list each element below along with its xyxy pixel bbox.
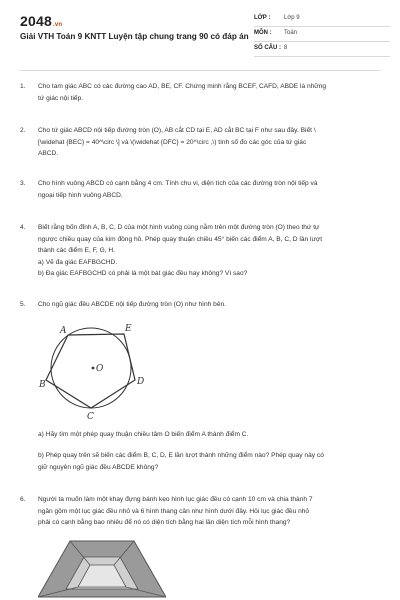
question-number: 6.: [20, 496, 26, 503]
question-5-part-b: [20, 450, 384, 473]
header: [0, 0, 400, 66]
question-6: [20, 494, 384, 529]
pentagon-figure: [36, 322, 146, 422]
question-4: [20, 222, 384, 280]
header-divider: [20, 70, 380, 71]
circumscribed-circle: [51, 328, 131, 408]
vertex-label-c: C: [87, 412, 94, 422]
question-text-line: giữ nguyên ngũ giác đều ABCDE không?: [38, 463, 159, 471]
vertex-label-e: E: [125, 324, 132, 334]
hexagon-tray-figure: [38, 537, 166, 600]
question-text-line: Người ta muốn làm một khay đựng bánh kẹo hình lục giác đều có cạnh 10 cm và chia thành 7: [38, 496, 313, 503]
question-2: [20, 125, 384, 160]
pentagon-shape: [46, 334, 135, 408]
question-text-line: Cho tam giác ABC có các đường cao AD, BE, CF. Chứng minh rằng BCEF, CAFD, ABDE là những: [38, 83, 327, 90]
question-number: 4.: [20, 224, 26, 231]
question-text-line: b) Phép quay trên sẽ biến các điểm B, C, D, E lần lượt thành những điểm nào? Phép quay này có: [38, 452, 324, 459]
question-3: [20, 178, 384, 201]
logo-suffix: .vn: [52, 22, 63, 28]
question-text-line: phải có cạnh bằng bao nhiêu để nó có diện tích bằng hai lần diện tích mỗi hình thang?: [38, 519, 291, 526]
logo-text: 2048: [20, 13, 52, 29]
question-text-line: tứ giác nội tiếp.: [38, 94, 84, 102]
vertex-label-b: B: [39, 380, 46, 390]
center-label-o: O: [96, 364, 104, 374]
question-text-line: Cho tứ giác ABCD nội tiếp đường tròn (O), AB cắt CD tại E, AD cắt BC tại F như sau đây. Biết \: [38, 127, 316, 134]
meta-value-class: Lớp 9: [284, 15, 300, 21]
meta-label-question-count: SỐ CÂU :: [254, 45, 281, 51]
meta-row-question-count: [254, 42, 390, 57]
question-text-line: ngăn gồm một lục giác đều nhỏ và 6 hình thang cân như hình dưới đây. Hỏi lục giác đều nhỏ: [38, 507, 310, 515]
meta-info: [254, 12, 390, 57]
question-text-line: b) Đa giác EAFBGCHD có phải là một bát giác đều hay không? Vì sao?: [38, 270, 248, 277]
meta-label-subject: MÔN :: [254, 30, 272, 36]
meta-value-question-count: 8: [284, 45, 288, 51]
question-text-line: Cho hình vuông ABCD có cạnh bằng 4 cm. Tính chu vi, diện tích của các đường tròn nội tiếp và: [38, 180, 318, 187]
vertex-label-d: D: [137, 377, 145, 387]
question-text-line: a) Hãy tìm một phép quay thuận chiều tâm O biến điểm A thành điểm C.: [38, 431, 249, 438]
question-1: [20, 81, 384, 104]
question-5: [20, 299, 384, 311]
question-text-line: [\widehat {BEC} = 40^\circ \] và \(\widehat {DFC} = 20^\circ ,\) tính số đo các góc của tứ giác: [38, 138, 307, 146]
site-logo[interactable]: [20, 13, 62, 29]
document-title: Giải VTH Toán 9 KNTT Luyện tập chung trang 90 có đáp án: [20, 32, 249, 41]
question-text-line: ngoại tiếp hình vuông ABCD.: [38, 191, 123, 199]
meta-row-class: [254, 12, 390, 27]
question-text-line: ABCD.: [38, 150, 59, 157]
question-text-line: thành các điểm E, F, G, H.: [38, 247, 115, 254]
meta-row-subject: [254, 27, 390, 42]
question-text-line: Cho ngũ giác đều ABCDE nội tiếp đường tròn (O) như hình bên.: [38, 301, 226, 308]
question-number: 3.: [20, 180, 26, 187]
question-number: 5.: [20, 301, 26, 308]
meta-label-class: LỚP :: [254, 15, 271, 21]
question-5-part-a: [20, 429, 384, 441]
center-point: [92, 367, 95, 370]
vertex-label-a: A: [60, 326, 67, 336]
question-text-line: Biết rằng bốn đỉnh A, B, C, D của một hình vuông cùng nằm trên một đường tròn (O) theo thứ tự: [38, 224, 320, 231]
question-text-line: a) Vẽ đa giác EAFBGCHD.: [38, 258, 118, 266]
question-text-line: ngược chiều quay của kim đồng hồ. Phép quay thuận chiều 45° biến các điểm A, B, C, D lần lượt: [38, 235, 323, 243]
meta-value-subject: Toán: [284, 30, 298, 36]
question-number: 1.: [20, 83, 26, 90]
question-number: 2.: [20, 127, 26, 134]
